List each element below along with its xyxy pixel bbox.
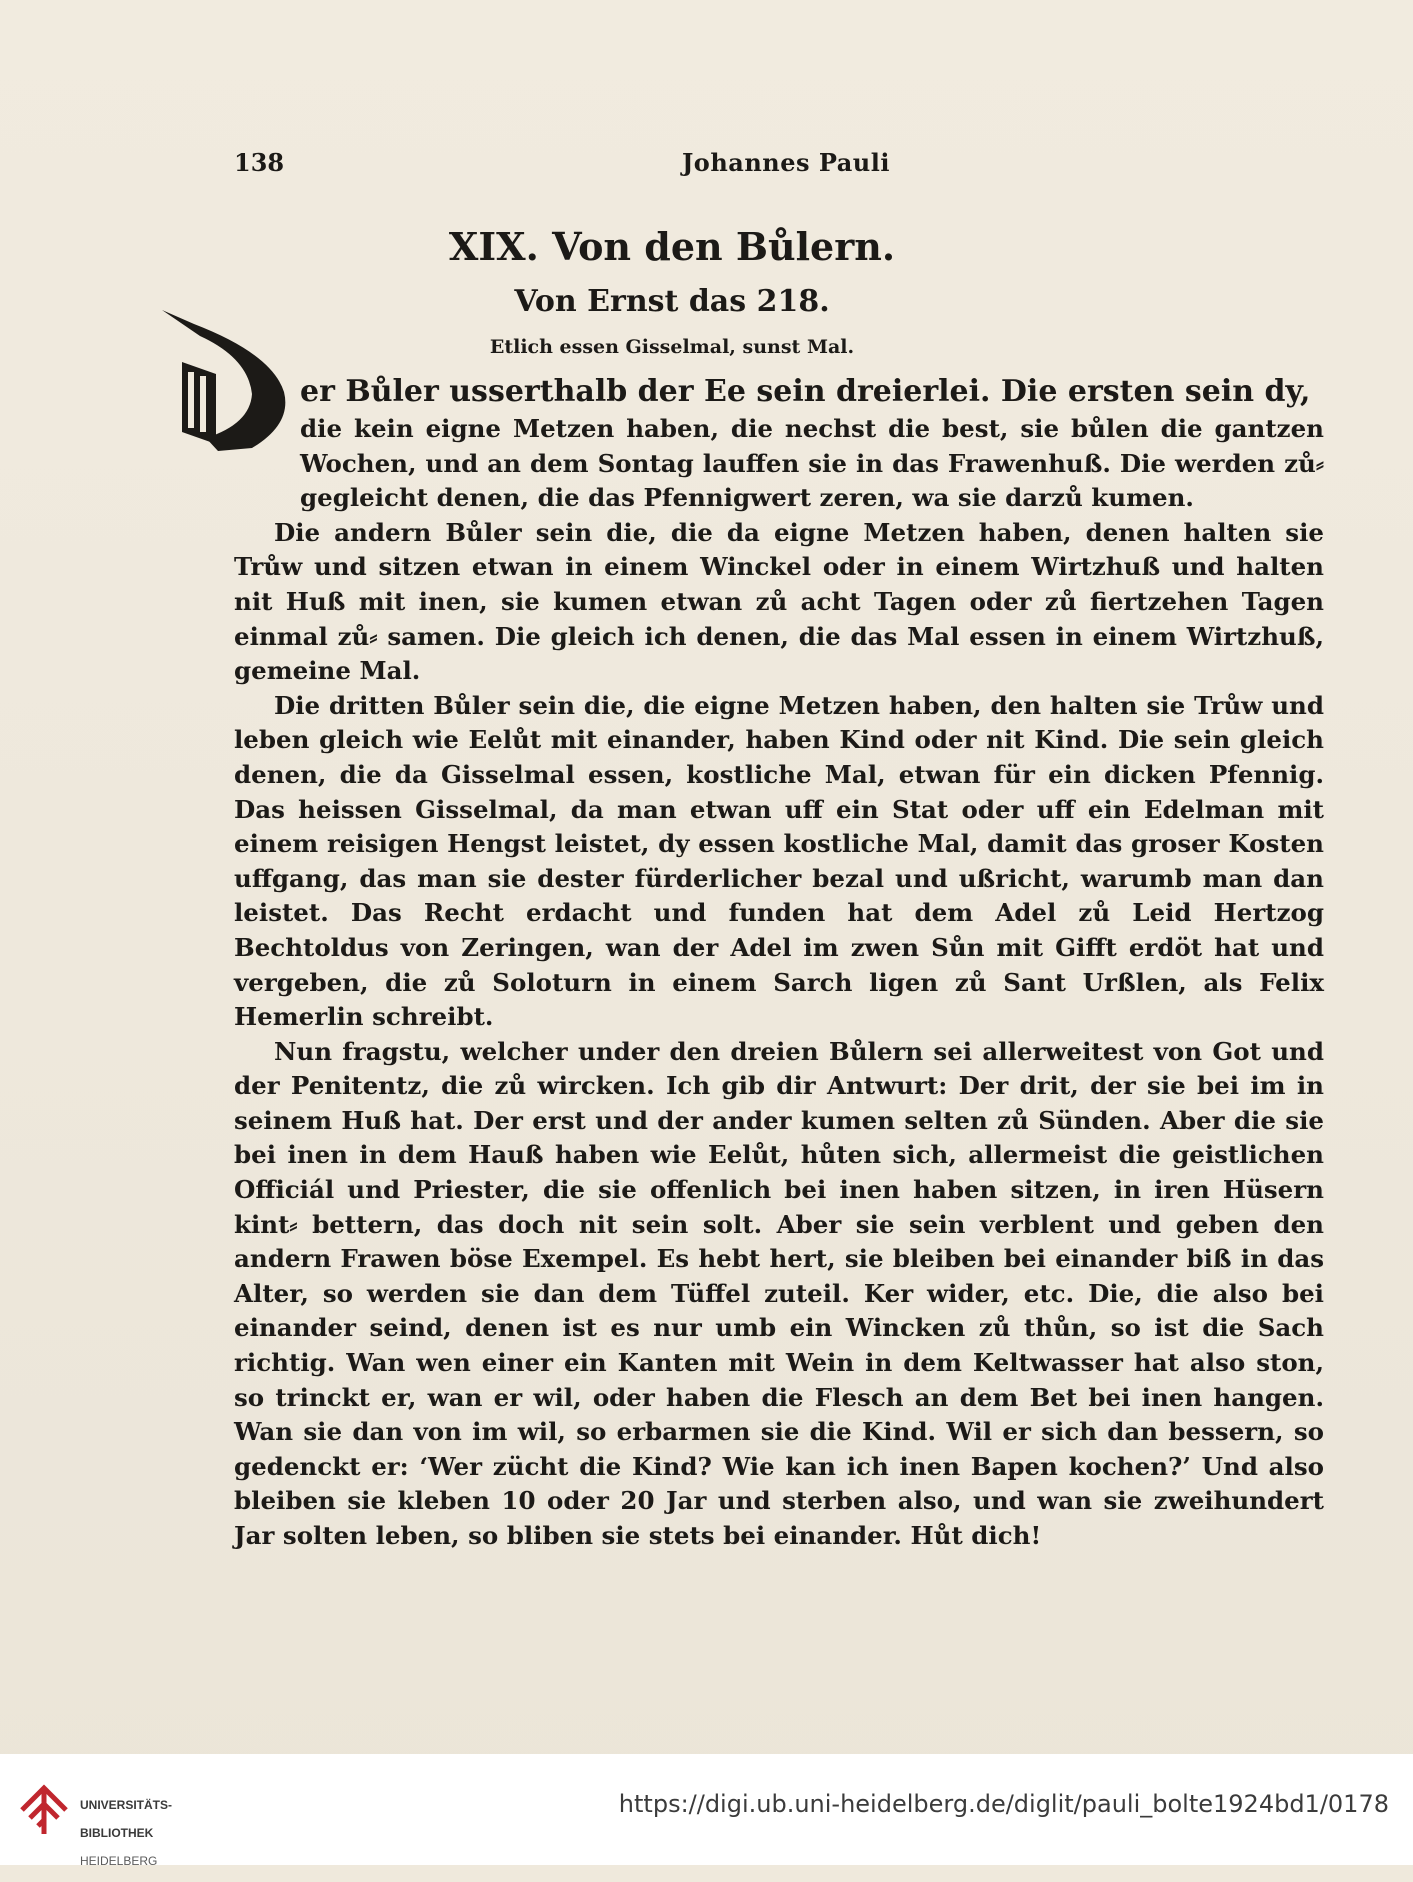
- source-url-link[interactable]: https://digi.ub.uni-heidelberg.de/diglit/pauli_bolte1924bd1/0178: [618, 1790, 1389, 1818]
- page-number: 138: [234, 148, 285, 177]
- chapter-title: XIX. Von den Bůlern.: [448, 224, 896, 269]
- library-line-2: BIBLIOTHEK: [80, 1826, 154, 1840]
- library-line-3: HEIDELBERG: [80, 1854, 158, 1868]
- chapter-subtitle: Von Ernst das 218.: [514, 284, 830, 319]
- paragraph-2: Die andern Bůler sein die, die da eigne Metzen haben, denen halten sie Trůw und sitzen etwan in einem Winckel oder in einem Wirtzhuß und halten nit Huß mit inen, sie kumen etwan zů acht Tagen oder zů fiertzehen Tagen einmal zů⸗ samen. Die gleich ich denen, die das Mal essen in einem Wirtzhuß, gemeine Mal.: [234, 517, 1324, 686]
- footer-bar: [0, 1754, 1413, 1868]
- page-header: [234, 148, 890, 188]
- library-logo-icon[interactable]: [16, 1776, 78, 1840]
- first-line: er Bůler usserthalb der Ee sein dreierlei. Die ersten sein dy,: [300, 374, 1311, 409]
- chapter-note: Etlich essen Gisselmal, sunst Mal.: [489, 336, 855, 358]
- running-head: Johannes Pauli: [681, 148, 890, 177]
- body-text: [234, 412, 1324, 1554]
- paragraph-4: Nun fragstu, welcher under den dreien Bůlern sei allerweitest von Got und der Penitentz, die zů wircken. Ich gib dir Antwurt: Der drit, der sie bei im in seinem Huß hat. Der erst und der ander kumen selten zů Sünden. Aber die sie bei inen in dem Hauß haben wie Eelůt, hůten sich, allermeist die geistlichen Officiál und Priester, die sie offenlich bei inen haben sitzen, in iren Hüsern kint⸗ bettern, das doch nit sein solt. Aber sie sein verblent und geben den andern Frawen böse Exempel. Es hebt hert, sie bleiben bei einander biß in das Alter, so werden sie dan dem Tüffel zuteil. Ker wider, etc. Die, die also bei einander seind, denen ist es nur umb ein Wincken zů thůn, so ist die Sach richtig. Wan wen einer ein Kanten mit Wein in dem Keltwasser hat also ston, so trinckt er, wan er wil, oder haben die Flesch an dem Bet bei inen hangen. Wan sie dan von im wil, so erbarmen sie die Kind. Wil er sich dan bessern, so gedenckt er: ‘Wer zücht die Kind? Wie kan ich inen Bapen kochen?’ Und also bleiben sie kleben 10 oder 20 Jar und sterben also, und wan sie zweihundert Jar solten leben, so bliben sie stets bei einander. Hůt dich!: [234, 1036, 1324, 1550]
- library-name[interactable]: [80, 1784, 172, 1882]
- paragraph-1: die kein eigne Metzen haben, die nechst die best, sie bůlen die gantzen Wochen, und an dem Sontag lauffen sie in das Frawenhuß. Die werden zů⸗ gegleicht denen, die das Pfennigwert zeren, wa sie darzů kumen.: [300, 414, 1324, 513]
- library-line-1: UNIVERSITÄTS-: [80, 1798, 173, 1812]
- paragraph-3: Die dritten Bůler sein die, die eigne Metzen haben, den halten sie Trůw und leben gleich wie Eelůt mit einander, haben Kind oder nit Kind. Die sein gleich denen, die da Gisselmal essen, kostliche Mal, etwan für ein dicken Pfennig. Das heissen Gisselmal, da man etwan uff ein Stat oder uff ein Edelman mit einem reisigen Hengst leistet, dy essen kostliche Mal, damit das groser Kosten uffgang, das man sie dester fürderlicher bezal und ußricht, warumb man dan leistet. Das Recht erdacht und funden hat dem Adel zů Leid Hertzog Bechtoldus von Zeringen, wan der Adel im zwen Sůn mit Gifft erdöt hat und vergeben, die zů Soloturn in einem Sarch ligen zů Sant Urßlen, als Felix Hemerlin schreibt.: [234, 690, 1324, 1032]
